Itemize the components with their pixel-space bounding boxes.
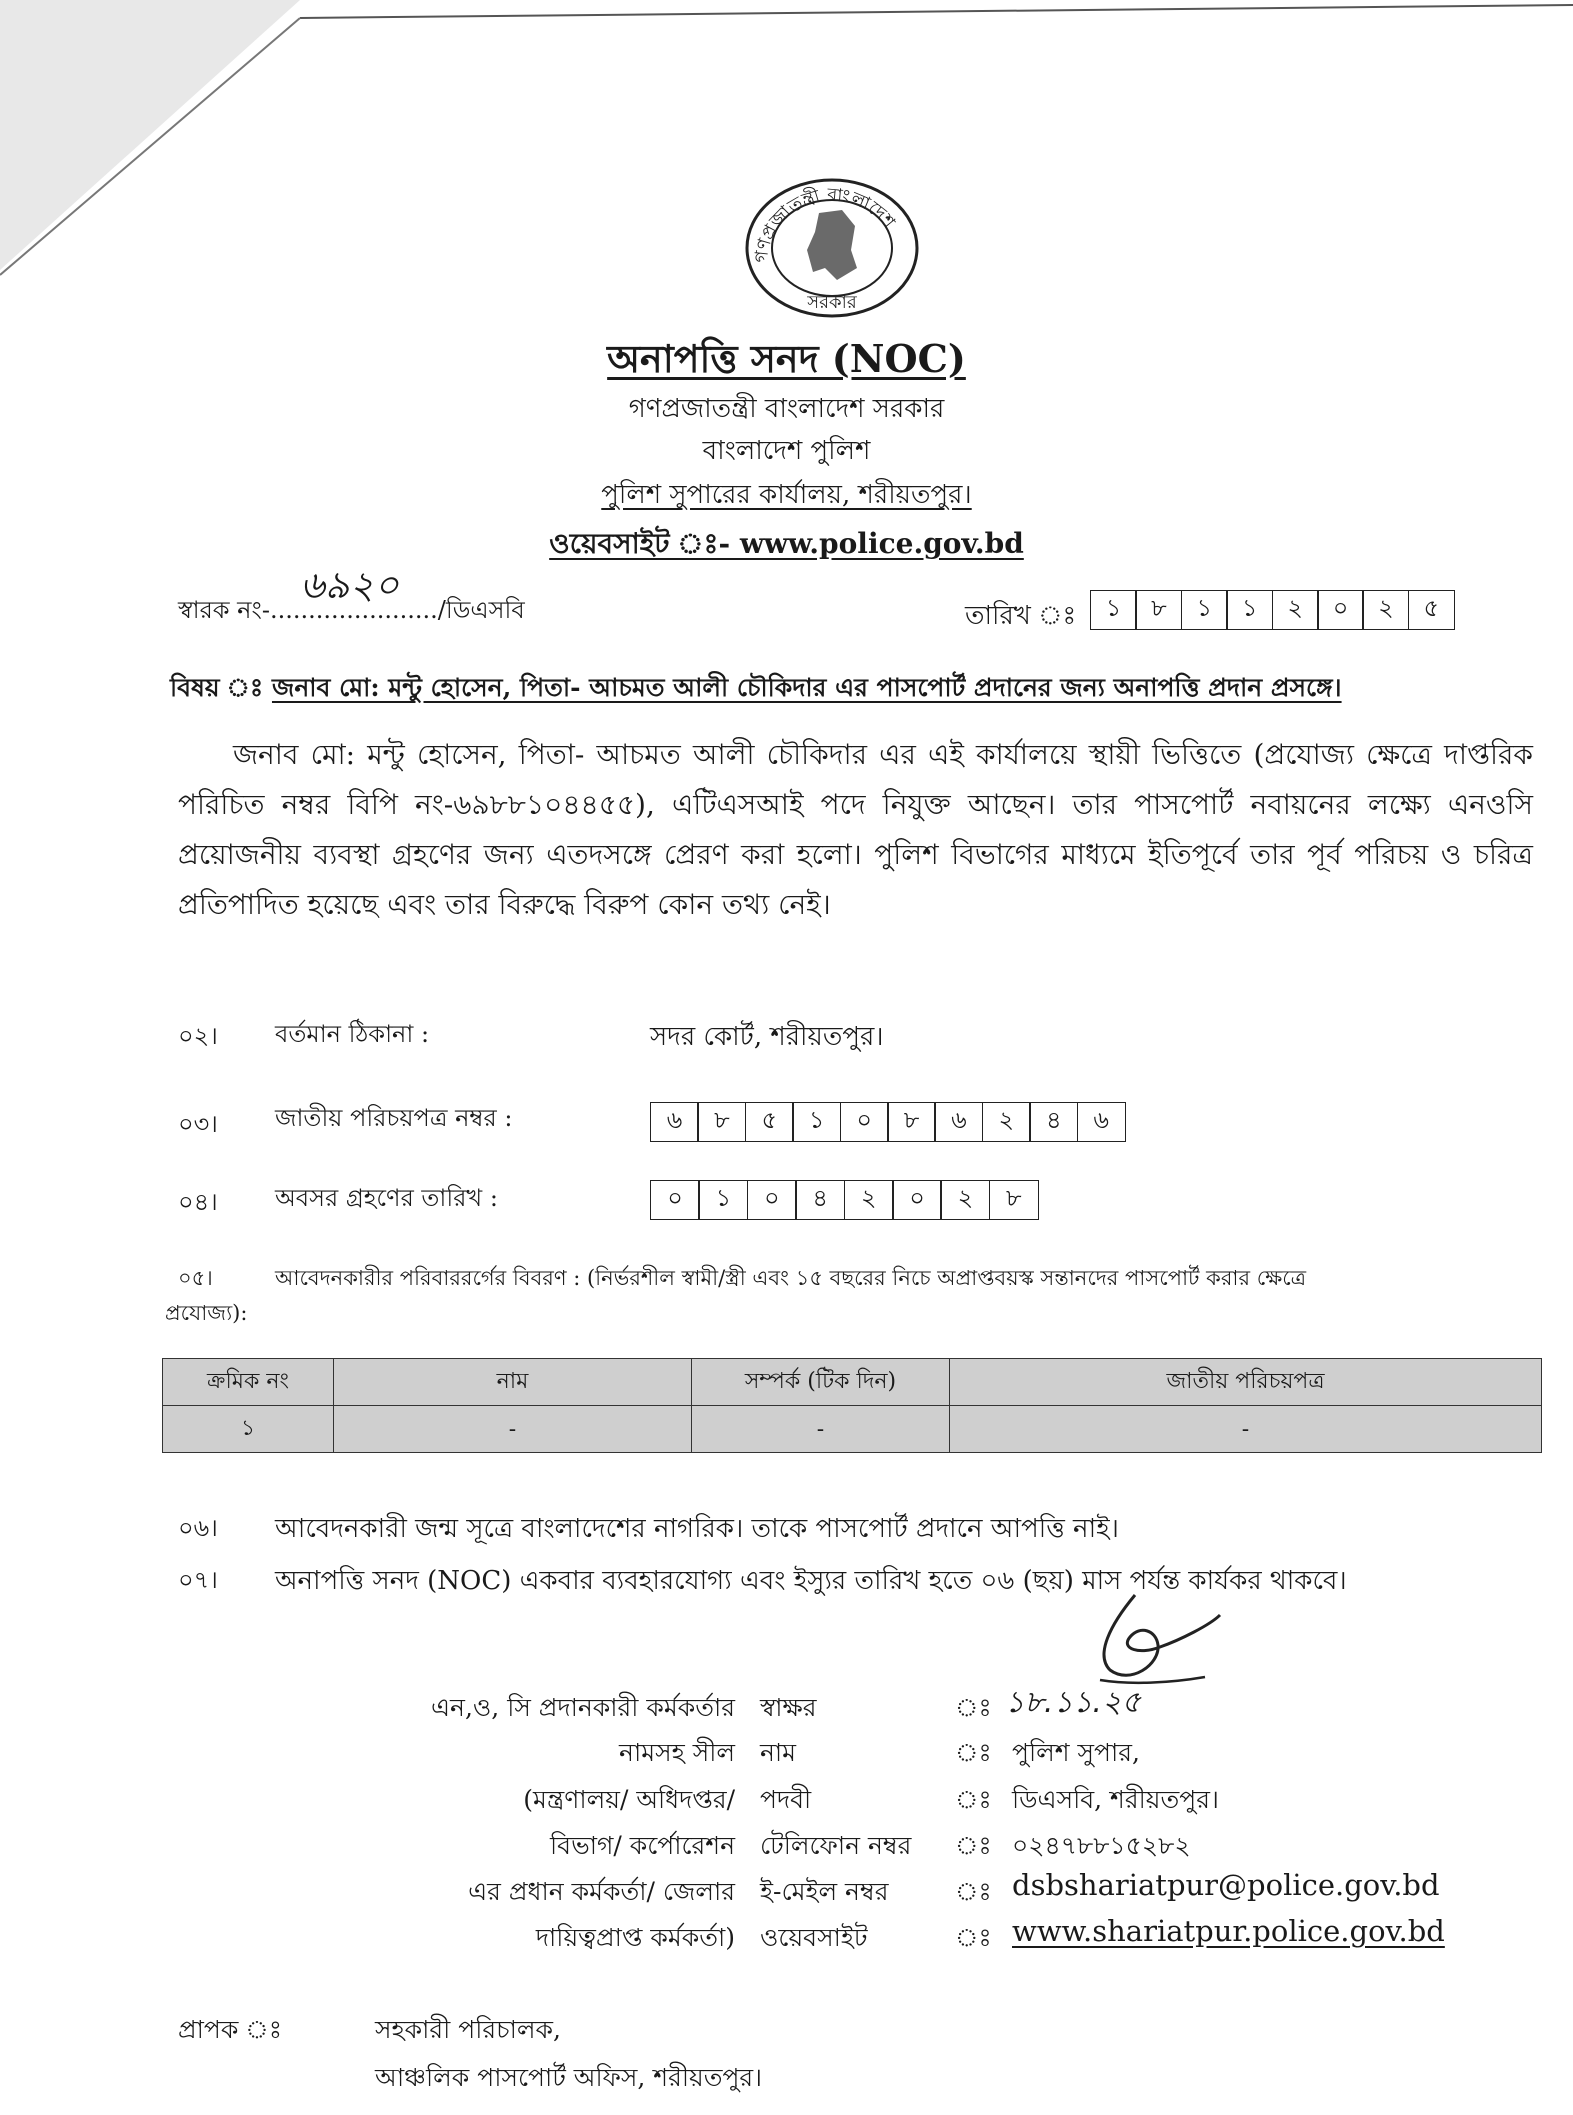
nid-digit-box: ১ [792,1102,841,1142]
signatory-value: ০২৪৭৮৮১৫২৮২ [1012,1831,1191,1860]
nid-number-boxes [650,1102,1126,1142]
signature-date: ১৮.১১.২৫ [1005,1685,1141,1720]
signatory-field-label: ওয়েবসাইট [760,1923,868,1952]
svg-text:সরকার: সরকার [807,292,857,313]
signatory-left-text: দায়িত্বপ্রাপ্ত কর্মকর্তা) [535,1923,735,1952]
recipient-line2: আঞ্চলিক পাসপোর্ট অফিস, শরীয়তপুর। [375,2063,763,2092]
svg-text:গণপ্রজাতন্ত্রী বাংলাদেশ: গণপ্রজাতন্ত্রী বাংলাদেশ [750,184,900,264]
nid-digit-box: ৪ [1029,1102,1078,1142]
cell-relation: - [692,1406,950,1453]
signatory-field-label: স্বাক্ষর [760,1693,817,1722]
signatory-left-text: (মন্ত্রণালয়/ অধিদপ্তর/ [523,1785,735,1814]
date-boxes [1090,590,1455,630]
subject-text: জনাব মো: মন্টু হোসেন, পিতা- আচমত আলী চৌকিদার এর পাসপোর্ট প্রদানের জন্য অনাপত্তি প্রদান প্রসঙ্গে। [271,673,1342,702]
nid-digit-box: ৬ [934,1102,983,1142]
signatory-left-text: নামসহ সীল [619,1738,735,1767]
subject [170,668,1342,711]
item-05-label: আবেদনকারীর পরিবাররর্গের বিবরণ : (নির্ভরশীল স্বামী/স্ত্রী এবং ১৫ বছরের নিচে অপ্রাপ্তবয়স্ক সন্তানদের পাসপোর্ট করার ক্ষেত্রে [275,1266,1307,1290]
signatory-field-label: নাম [760,1738,797,1767]
cell-name: - [334,1406,692,1453]
memo-handwritten-number: ৬৯২০ [300,563,399,607]
document-title: অনাপত্তি সনদ (NOC) [607,336,966,381]
nid-digit-box: ৬ [1077,1102,1126,1142]
item-07-text: অনাপত্তি সনদ (NOC) একবার ব্যবহারযোগ্য এবং ইস্যুর তারিখ হতে ০৬ (ছয়) মাস পর্যন্ত কার্যকর থাকবে। [275,1566,1347,1596]
signatory-field-label: ই-মেইল নম্বর [760,1877,889,1906]
signatory-value[interactable]: dsbshariatpur@police.gov.bd [1012,1868,1440,1902]
item-06-text: আবেদনকারী জন্ম সূত্রে বাংলাদেশের নাগরিক। তাকে পাসপোর্ট প্রদানে আপত্তি নাই। [275,1514,1119,1544]
office-line: পুলিশ সুপারের কার্যালয়, শরীয়তপুর। [601,480,972,510]
header-nid: জাতীয় পরিচয়পত্র [950,1359,1542,1406]
nid-digit-box: ০ [840,1102,889,1142]
date-digit-box: ৫ [1408,590,1455,630]
recipient-line1: সহকারী পরিচালক, [375,2015,561,2044]
date-digit-box: ১ [1090,590,1137,630]
subject-label: বিষয় ঃ [170,673,264,702]
header-relation: সম্পর্ক (টিক দিন) [692,1359,950,1406]
date-digit-box: ১ [1181,590,1228,630]
memo-label: স্বারক নং- [178,596,270,624]
nid-digit-box: ৬ [650,1102,699,1142]
header-name: নাম [334,1359,692,1406]
nid-digit-box: ২ [982,1102,1031,1142]
signatory-colon: ঃ [955,1785,992,1814]
date-digit-box: ২ [1272,590,1319,630]
item-07-number: ০৭। [178,1566,218,1594]
table-header-row [163,1359,1542,1406]
item-02-number: ০২। [178,1022,218,1050]
header-serial: ক্রমিক নং [163,1359,334,1406]
signatory-colon: ঃ [955,1877,992,1906]
retirement-digit-box: ২ [844,1180,894,1220]
date-digit-box: ০ [1317,590,1364,630]
current-address-value: সদর কোর্ট, শরীয়তপুর। [650,1022,884,1052]
cell-serial: ১ [163,1406,334,1453]
signatory-value: ডিএসবি, শরীয়তপুর। [1012,1785,1219,1814]
nid-digit-box: ৫ [745,1102,794,1142]
signatory-left-text: এর প্রধান কর্মকর্তা/ জেলার [468,1877,735,1906]
item-02-label: বর্তমান ঠিকানা : [275,1020,430,1048]
item-06-number: ০৬। [178,1514,218,1542]
signatory-field-label: টেলিফোন নম্বর [760,1831,912,1860]
retirement-digit-box: ৪ [795,1180,845,1220]
date-label: তারিখ ঃ [965,601,1077,631]
government-seal-logo [737,168,927,318]
retirement-digit-box: ৮ [989,1180,1039,1220]
signatory-colon: ঃ [955,1923,992,1952]
date-digit-box: ১ [1226,590,1273,630]
government-line: গণপ্রজাতন্ত্রী বাংলাদেশ সরকার [628,394,945,424]
signatory-colon: ঃ [955,1738,992,1767]
retirement-digit-box: ০ [650,1180,700,1220]
item-05-number: ০৫। [178,1266,213,1290]
retirement-digit-box: ০ [892,1180,942,1220]
retirement-digit-box: ০ [747,1180,797,1220]
signatory-left-text: বিভাগ/ কর্পোরেশন [550,1831,735,1860]
signatory-colon: ঃ [955,1693,992,1722]
date-digit-box: ৮ [1135,590,1182,630]
signatory-value[interactable]: www.shariatpur.police.gov.bd [1012,1914,1445,1948]
signatory-colon: ঃ [955,1831,992,1860]
item-04-label: অবসর গ্রহণের তারিখ : [275,1184,498,1212]
signatory-left-text: এন,ও, সি প্রদানকারী কর্মকর্তার [431,1693,735,1722]
signatory-value: পুলিশ সুপার, [1012,1738,1140,1767]
retirement-digit-box: ১ [698,1180,748,1220]
family-members-table [162,1358,1542,1453]
memo-suffix: /ডিএসবি [437,596,525,624]
retirement-date-boxes [650,1180,1039,1220]
body-paragraph: জনাব মো: মন্টু হোসেন, পিতা- আচমত আলী চৌকিদার এর এই কার্যালয়ে স্থায়ী ভিত্তিতে (প্রযোজ্য ক্ষেত্রে দাপ্তরিক পরিচিত নম্বর বিপি নং-৬৯৮৮১০৪৪৫৫), এটিএসআই পদে নিযুক্ত আছেন। তার পাসপোর্ট নবায়নের লক্ষ্যে এনওসি প্রয়োজনীয় ব্যবস্থা গ্রহণের জন্য এতদসঙ্গে প্রেরণ করা হলো। পুলিশ বিভাগের মাধ্যমে ইতিপূর্বে তার পূর্ব পরিচয় ও চরিত্র প্রতিপাদিত হয়েছে এবং তার বিরুদ্ধে বিরুপ কোন তথ্য নেই। [178,738,1533,921]
nid-digit-box: ৮ [887,1102,936,1142]
website-line: ওয়েবসাইট ঃ- www.police.gov.bd [549,527,1024,560]
table-row [163,1406,1542,1453]
cell-nid: - [950,1406,1542,1453]
retirement-digit-box: ২ [940,1180,990,1220]
item-04-number: ০৪। [178,1188,218,1216]
item-03-number: ০৩। [178,1110,218,1138]
item-03-label: জাতীয় পরিচয়পত্র নম্বর : [275,1104,513,1132]
memo-dots: ...................... [269,596,438,624]
date-digit-box: ২ [1362,590,1409,630]
signatory-field-label: পদবী [760,1785,812,1814]
item-05-label-continued: প্রযোজ্য): [165,1301,248,1325]
nid-digit-box: ৮ [697,1102,746,1142]
police-line: বাংলাদেশ পুলিশ [702,436,871,466]
recipient-label: প্রাপক ঃ [178,2015,283,2044]
